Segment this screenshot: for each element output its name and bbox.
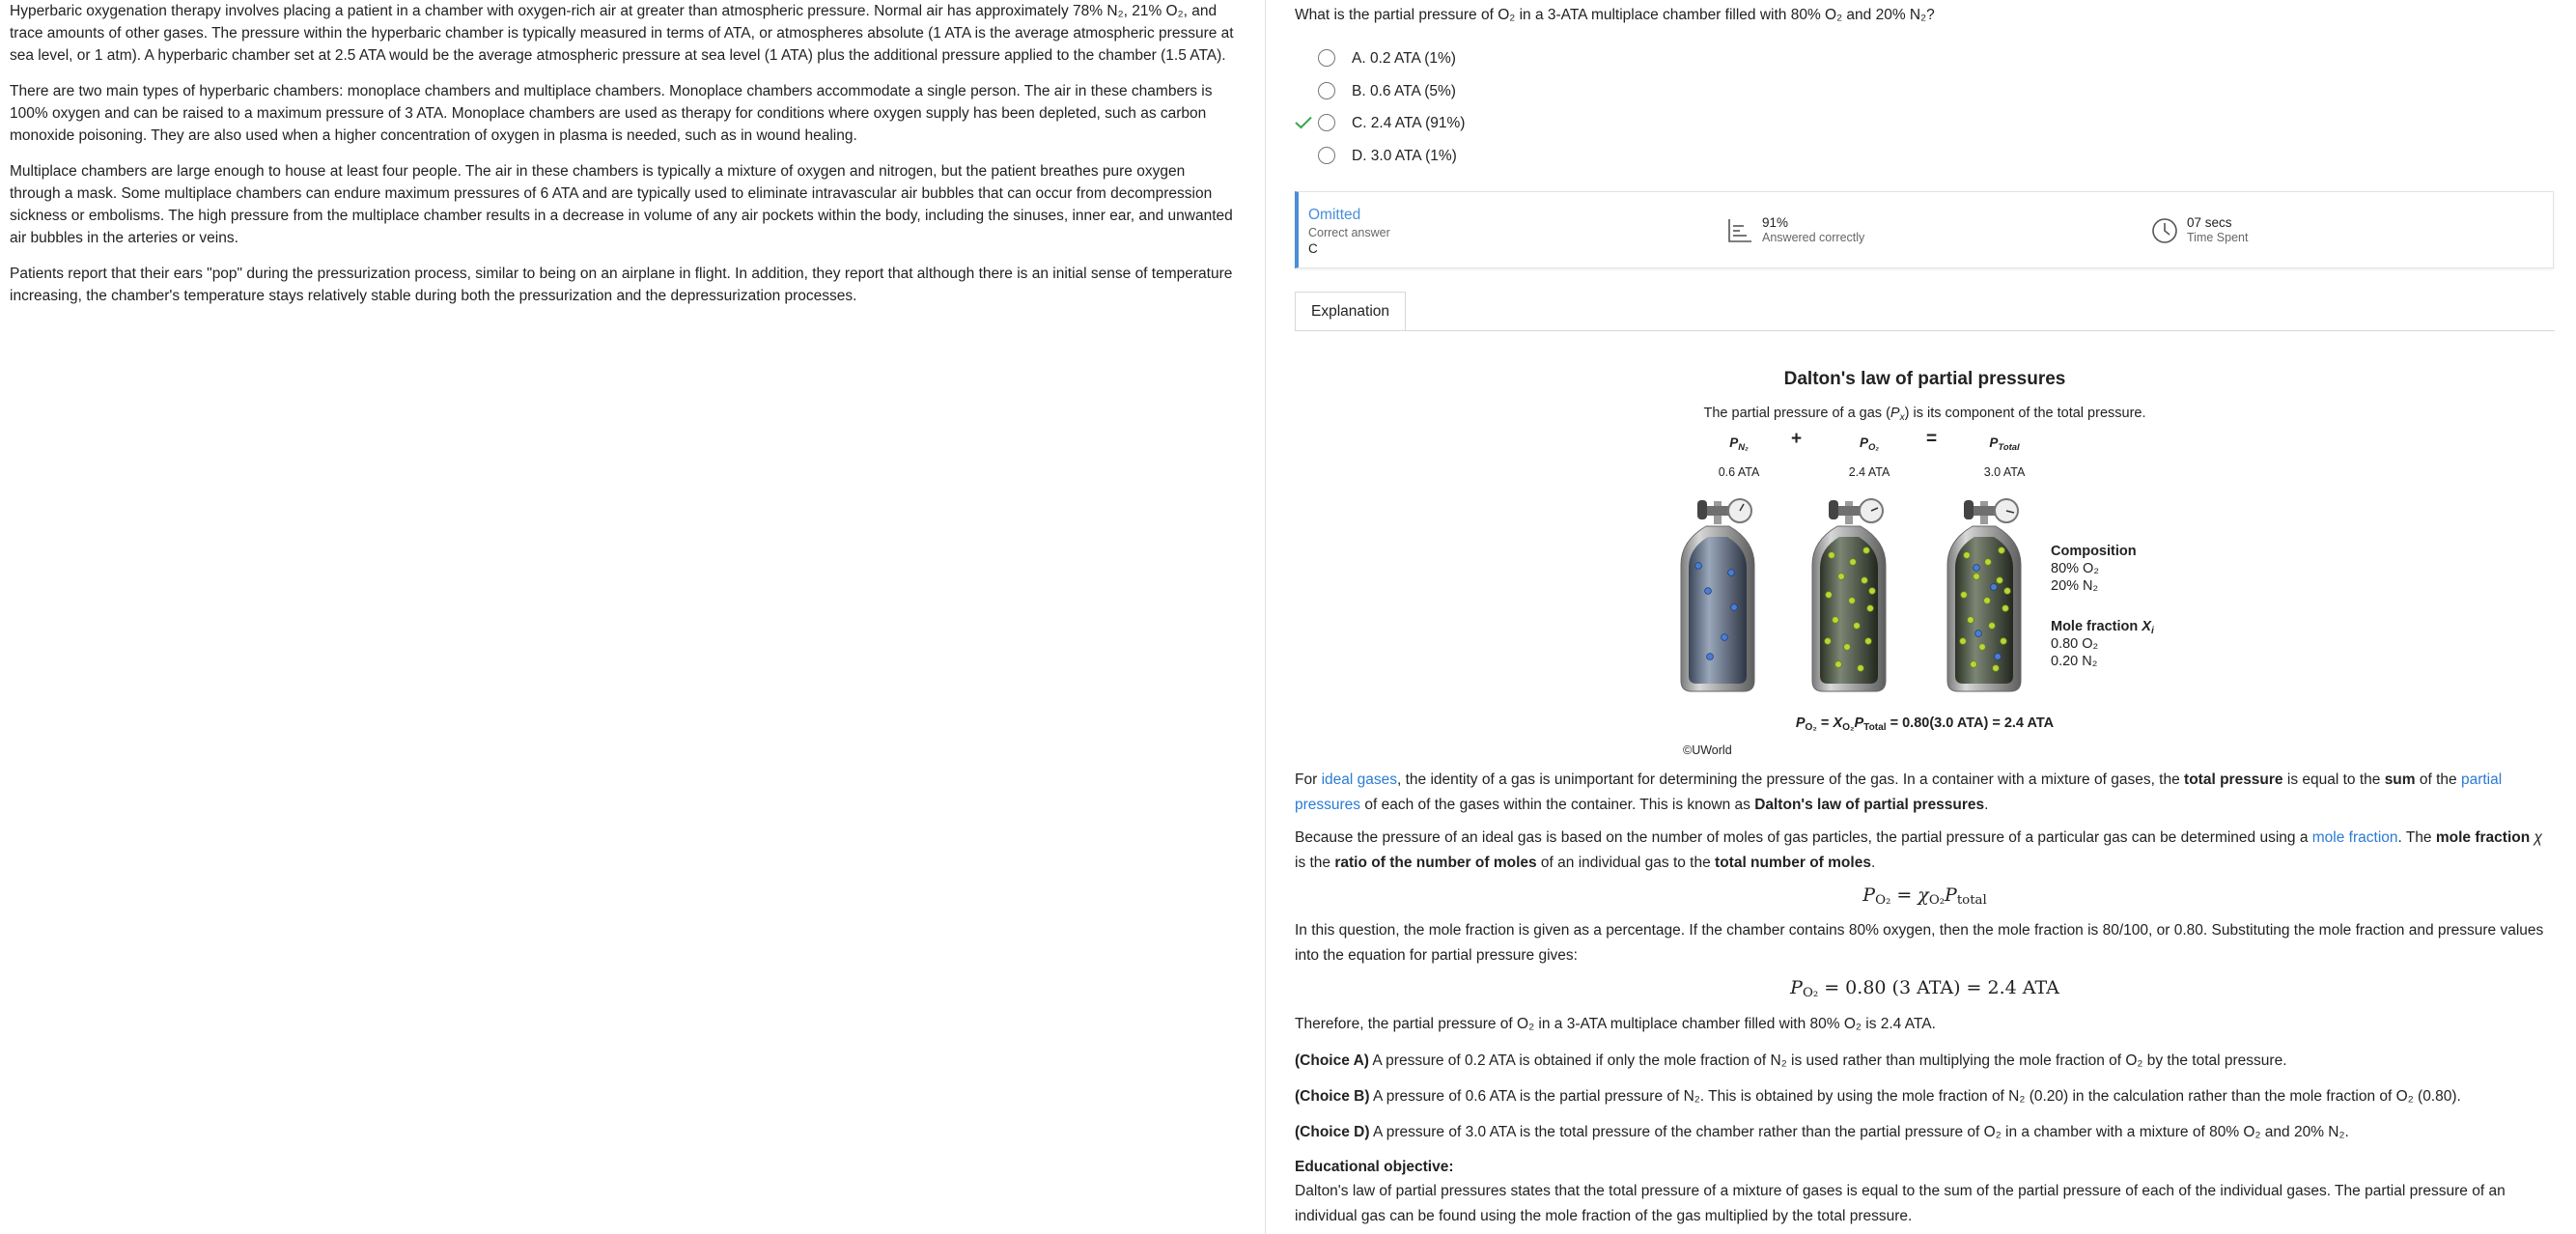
equation-partial-pressure <box>1295 883 2555 908</box>
formula-x: X <box>1833 715 1843 731</box>
passage-paragraph: Multiplace chambers are large enough to house at least four people. The air in these chambers is typically a mixture of oxygen and nitrogen, but the patient breathes pure oxygen through a mask. Some multiplace chambers can endure maximum pressures of 6 ATA and are typically used to eliminate intravascular air bubbles that can occur from decompression sickness or embolisms. The high pressure from the multiplace chamber results in a decrease in volume of any air pockets within the body, including the sinuses, inner ear, and unwanted air bubbles in the arteries or veins. <box>10 163 1233 246</box>
gas-tanks-illustration <box>1295 0 2555 734</box>
passage-paragraph: Patients report that their ears "pop" during the pressurization process, similar to being on an airplane in flight. In addition, they report that although there is an initial sense of temperature increasing, the chamber's temperature stays relatively stable during both the pressurization and the depressurization processes. <box>10 266 1233 304</box>
text: A pressure of 3.0 ATA is the total pressure of the chamber rather than the partial pressure of O₂ in a chamber with a mixture of 80% O₂ and 20% N₂. <box>1369 1124 2349 1140</box>
tab-explanation[interactable]: Explanation <box>1295 292 1406 330</box>
text: . The <box>2397 829 2436 846</box>
eq-p: P <box>1790 977 1803 998</box>
tank-n2 <box>1681 499 1754 691</box>
bold-text: Dalton's law of partial pressures <box>1754 797 1985 813</box>
eq-value: 0.6 ATA <box>1718 465 1760 479</box>
subtitle-pre: The partial pressure of a gas ( <box>1703 406 1890 421</box>
eq-o2: O₂ <box>1802 986 1819 1000</box>
question-stem: What is the partial pressure of O₂ in a 3-ATA multiplace chamber filled with 80% O₂ and 20% N₂? <box>1295 7 1935 23</box>
bold-text: ratio of the number of moles <box>1334 855 1537 871</box>
status-text: Omitted <box>1308 207 1361 223</box>
composition-o2: 80% O₂ <box>2051 561 2099 576</box>
choice-label: B. 0.6 ATA (5%) <box>1352 82 1456 99</box>
correct-answer-value: C <box>1308 241 1318 256</box>
percent-value: 91% <box>1762 215 1789 230</box>
eq-equals: = <box>1890 884 1918 906</box>
choice-d-explanation <box>1295 1120 2550 1145</box>
eq-value: 3.0 ATA <box>1983 465 2026 479</box>
figure-formula: $P_{O_2} = X_{O_2}P_{Total} = 0.80(3.0$ ATA) = 2.4 ATA <box>1795 715 2055 733</box>
eq-symbol: P <box>1729 435 1739 450</box>
eq-value: 2.4 ATA <box>1848 465 1890 479</box>
formula-tail: = 0.80(3.0 ATA) = 2.4 ATA <box>1886 715 2055 731</box>
copyright: ©UWorld <box>1683 743 1732 757</box>
tank-o2 <box>1812 499 1886 691</box>
time-value: 07 secs <box>2187 215 2232 230</box>
bold-text: total number of moles <box>1715 855 1871 871</box>
choice-label: (Choice A) <box>1295 1052 1369 1069</box>
equation-substituted <box>1295 976 2555 1000</box>
text: . <box>1984 797 1989 813</box>
passage-paragraph: There are two main types of hyperbaric chambers: monoplace chambers and multiplace chambers. Monoplace chambers accommodate a single person. The air in these chambers is 100% oxygen and can be raised to a maximum pressure of 3 ATA. Monoplace chambers are used as therapy for conditions where oxygen supply has been depleted, such as carbon monoxide poisoning. They are also used when a higher concentration of oxygen in plasma is needed, such as in wound healing. <box>10 83 1213 144</box>
choice-label: (Choice B) <box>1295 1088 1370 1105</box>
formula-total: Total <box>1863 722 1887 733</box>
eq-o2: O₂ <box>1928 893 1946 908</box>
time-label: Time Spent <box>2187 231 2249 244</box>
correct-answer-label: Correct answer <box>1308 226 1390 239</box>
valve-knob <box>1697 500 1707 519</box>
text: A pressure of 0.2 ATA is obtained if only the mole fraction of N₂ is used rather than multiplying the mole fraction of O₂ by the total pressure. <box>1368 1052 2287 1069</box>
text: of an individual gas to the <box>1536 855 1716 871</box>
formula-o2: O₂ <box>1842 722 1855 733</box>
pane-divider[interactable] <box>1265 0 1266 1234</box>
choice-label: A. 0.2 ATA (1%) <box>1352 49 1456 67</box>
text: , the identity of a gas is unimportant for determining the pressure of the gas. In a container with a mixture of gases, the <box>1396 771 2185 788</box>
passage-paragraph: Hyperbaric oxygenation therapy involves placing a patient in a chamber with oxygen-rich air at greater than atmospheric pressure. Normal air has approximately 78% N₂, 21% O₂, and trace amounts of other gases. The pressure within the hyperbaric chamber is typically measured in terms of ATA, or atmospheres absolute (1 ATA is the average atmospheric pressure at sea level, or 1 atm). A hyperbaric chamber set at 2.5 ATA would be the average atmospheric pressure at sea level (1 ATA) plus the additional pressure applied to the chamber (1.5 ATA). <box>10 3 1234 64</box>
mole-fraction-heading-text: Mole fraction <box>2051 619 2142 634</box>
percent-label: Answered correctly <box>1762 231 1865 244</box>
eq-o2: O₂ <box>1875 893 1891 908</box>
subtitle-post: ) is its component of the total pressure. <box>1904 406 2146 421</box>
bold-text: sum <box>2384 771 2416 788</box>
eq-subscript: Total <box>1998 442 2020 453</box>
eq-symbol: P <box>1860 435 1869 450</box>
plus-sign: + <box>1791 429 1803 449</box>
figure-title: Dalton's law of partial pressures <box>1783 369 2066 389</box>
mole-fraction-heading <box>2051 618 2154 635</box>
objective-heading: Educational objective: <box>1295 1159 1454 1175</box>
tank-window <box>1689 537 1747 684</box>
valve-knob <box>1829 500 1838 519</box>
choice-b-explanation <box>1295 1084 2550 1109</box>
eq-p: P <box>1945 884 1957 906</box>
eq-chi: χ <box>1918 884 1929 906</box>
eq-p: P <box>1862 884 1876 906</box>
subtitle-sub: x <box>1899 412 1905 423</box>
choice-label: D. 3.0 ATA (1%) <box>1352 147 1457 164</box>
equals-sign: = <box>1926 429 1938 449</box>
text: is equal to the <box>2282 771 2385 788</box>
chi-symbol: χ <box>2530 829 2542 846</box>
eq-subscript: N₂ <box>1738 442 1749 453</box>
explanation-paragraph-1 <box>1295 768 2550 818</box>
formula-p: P <box>1795 715 1806 731</box>
objective-text: Dalton's law of partial pressures states that the total pressure of a mixture of gases is equal to the sum of the partial pressure of each of the individual gases. The partial pressure of an individual gas can be found using the mole fraction of the gas multiplied by the total pressure. <box>1295 1183 2506 1224</box>
composition-n2: 20% N₂ <box>2051 578 2099 594</box>
formula-o2: O₂ <box>1805 722 1817 733</box>
explanation-paragraph-3: In this question, the mole fraction is given as a percentage. If the chamber contains 80% oxygen, then the mole fraction is 80/100, or 0.80. Substituting the mole fraction and pressure values into the equation for partial pressure gives: <box>1295 922 2544 964</box>
eq-symbol: P <box>1989 435 1999 450</box>
question-pane <box>1295 0 2555 1234</box>
eq-tail: = 0.80 (3 ATA) = 2.4 ATA <box>1818 977 2059 998</box>
subtitle-var: P <box>1890 406 1900 421</box>
mole-fraction-o2: 0.80 O₂ <box>2051 636 2099 652</box>
valve-knob <box>1964 500 1974 519</box>
composition-legend <box>2051 543 2137 595</box>
explanation-paragraph-2 <box>1295 826 2550 876</box>
text: of each of the gases within the container. This is known as <box>1360 797 1755 813</box>
link-ideal-gases[interactable]: ideal gases <box>1321 771 1397 788</box>
mole-fraction-sub: i <box>2150 626 2154 636</box>
mole-fraction-legend <box>2051 618 2154 670</box>
text: is the <box>1295 855 1335 871</box>
passage <box>10 0 1238 1234</box>
explanation-paragraph-4: Therefore, the partial pressure of O₂ in a 3-ATA multiplace chamber filled with 80% O₂ is 2.4 ATA. <box>1295 1016 1936 1032</box>
choice-a-explanation <box>1295 1049 2550 1074</box>
mole-fraction-var: X <box>2142 619 2151 634</box>
link-mole-fraction[interactable]: mole fraction <box>2311 829 2398 846</box>
text: . <box>1870 855 1876 871</box>
bold-text: mole fraction <box>2435 829 2531 846</box>
text: Because the pressure of an ideal gas is based on the number of moles of gas particles, the partial pressure of a particular gas can be determined using a <box>1295 829 2312 846</box>
eq-total: total <box>1956 893 1987 908</box>
mole-fraction-n2: 0.20 N₂ <box>2051 654 2098 669</box>
text: of the <box>2415 771 2461 788</box>
composition-heading: Composition <box>2051 544 2137 559</box>
text: For <box>1295 771 1322 788</box>
formula-p: P <box>1854 715 1864 731</box>
text: A pressure of 0.6 ATA is the partial pressure of N₂. This is obtained by using the mole fraction of N₂ (0.20) in the calculation rather than the mole fraction of O₂ (0.80). <box>1369 1088 2461 1105</box>
eq-subscript: O₂ <box>1868 442 1879 453</box>
choice-label: C. 2.4 ATA (91%) <box>1352 114 1466 131</box>
choice-label: (Choice D) <box>1295 1124 1370 1140</box>
bold-text: total pressure <box>2184 771 2283 788</box>
link-partial-pressures[interactable]: partial pressures <box>1295 771 2503 813</box>
tank-total <box>1947 499 2021 691</box>
